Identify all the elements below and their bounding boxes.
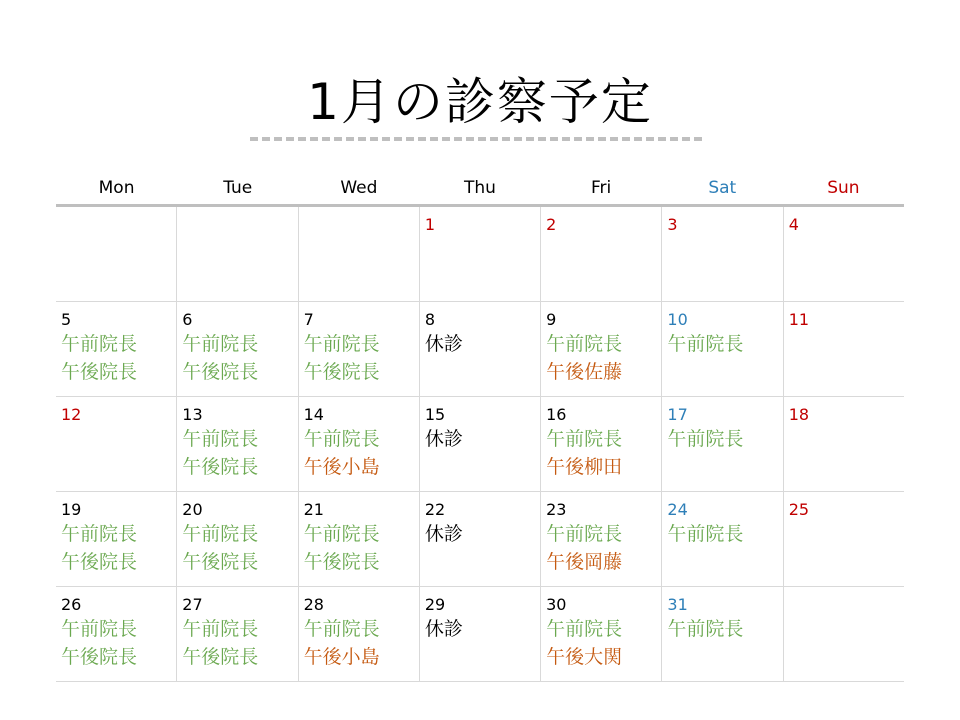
calendar-day (56, 587, 177, 681)
day-number: 28 (303, 595, 324, 614)
calendar-week (56, 587, 904, 682)
calendar-day (177, 207, 298, 301)
day-number: 19 (61, 500, 82, 519)
weekday-fri: Fri (591, 178, 612, 198)
morning-doctor: 午前院長 (303, 333, 380, 355)
day-number (789, 595, 904, 615)
weekday-wed: Wed (340, 178, 378, 198)
day-number: 4 (788, 215, 799, 234)
afternoon-doctor: 午後柳田 (546, 456, 623, 478)
afternoon-doctor: 午後岡藤 (546, 551, 623, 573)
weekday-header (56, 172, 904, 204)
morning-doctor: 午前院長 (546, 333, 623, 355)
day-number: 22 (424, 500, 446, 519)
closed-label: 休診 (424, 618, 463, 640)
day-number: 2 (546, 215, 557, 234)
day-number: 26 (61, 595, 82, 614)
day-number: 30 (546, 595, 567, 614)
calendar-day (784, 587, 904, 681)
morning-doctor: 午前院長 (303, 428, 380, 450)
day-number: 21 (303, 500, 324, 519)
day-number: 12 (61, 405, 82, 424)
afternoon-doctor: 午後院長 (182, 551, 259, 573)
calendar-day (420, 302, 541, 396)
morning-doctor: 午前院長 (303, 523, 380, 545)
afternoon-doctor: 午後院長 (303, 361, 380, 383)
morning-doctor: 午前院長 (182, 618, 259, 640)
calendar-day (784, 207, 904, 301)
calendar-day (177, 492, 298, 586)
weekday-sat: Sat (708, 178, 737, 198)
afternoon-doctor: 午後小島 (303, 456, 380, 478)
calendar-day (662, 302, 783, 396)
morning-doctor: 午前院長 (667, 333, 744, 355)
calendar-day (420, 207, 541, 301)
morning-doctor: 午前院長 (667, 523, 744, 545)
calendar-day (56, 397, 177, 491)
calendar-day (299, 587, 420, 681)
day-number: 24 (667, 500, 688, 519)
morning-doctor: 午前院長 (182, 428, 259, 450)
morning-doctor: 午前院長 (61, 618, 138, 640)
afternoon-doctor: 午後院長 (61, 646, 138, 668)
calendar-day (784, 302, 904, 396)
day-number: 9 (546, 310, 557, 329)
calendar-week (56, 302, 904, 397)
calendar-day (541, 207, 662, 301)
calendar-day (541, 397, 662, 491)
calendar-week (56, 207, 904, 302)
calendar-day (662, 492, 783, 586)
day-number: 8 (424, 310, 436, 329)
day-number: 13 (182, 405, 203, 424)
day-number: 11 (788, 310, 810, 329)
morning-doctor: 午前院長 (546, 428, 623, 450)
calendar-day (541, 492, 662, 586)
calendar-day (56, 492, 177, 586)
afternoon-doctor: 午後院長 (61, 551, 138, 573)
afternoon-doctor: 午後佐藤 (546, 361, 623, 383)
day-number: 7 (303, 310, 314, 329)
calendar-day (299, 492, 420, 586)
morning-doctor: 午前院長 (182, 333, 259, 355)
morning-doctor: 午前院長 (61, 333, 138, 355)
morning-doctor: 午前院長 (546, 618, 623, 640)
afternoon-doctor: 午後院長 (182, 361, 259, 383)
calendar-week (56, 397, 904, 492)
day-number: 16 (546, 405, 567, 424)
calendar-week (56, 492, 904, 587)
day-number: 25 (788, 500, 810, 519)
day-number: 5 (61, 310, 72, 329)
closed-label: 休診 (424, 523, 463, 545)
afternoon-doctor: 午後大関 (546, 646, 623, 668)
calendar-day (541, 587, 662, 681)
day-number: 20 (182, 500, 203, 519)
day-number: 15 (424, 405, 446, 424)
day-number: 1 (424, 215, 436, 234)
calendar-day (784, 397, 904, 491)
afternoon-doctor: 午後院長 (303, 551, 380, 573)
afternoon-doctor: 午後院長 (61, 361, 138, 383)
day-number (182, 215, 297, 235)
calendar-day (56, 302, 177, 396)
calendar-day (177, 587, 298, 681)
morning-doctor: 午前院長 (303, 618, 380, 640)
day-number: 31 (667, 595, 688, 614)
day-number: 27 (182, 595, 203, 614)
calendar-day (299, 397, 420, 491)
afternoon-doctor: 午後院長 (182, 456, 259, 478)
calendar-day (541, 302, 662, 396)
day-number: 14 (303, 405, 324, 424)
calendar-day (662, 397, 783, 491)
calendar-day (299, 207, 420, 301)
calendar-day (177, 302, 298, 396)
title-underline (250, 137, 702, 141)
day-number: 29 (424, 595, 446, 614)
morning-doctor: 午前院長 (667, 428, 744, 450)
day-number: 23 (546, 500, 567, 519)
weekday-sun: Sun (827, 178, 860, 198)
weekday-thu: Thu (464, 178, 496, 198)
calendar (56, 172, 904, 682)
calendar-day (662, 587, 783, 681)
page-title: 1月の診察予定 (307, 73, 653, 131)
calendar-day (56, 207, 177, 301)
calendar-grid (56, 207, 904, 682)
day-number (61, 215, 176, 235)
morning-doctor: 午前院長 (667, 618, 744, 640)
morning-doctor: 午前院長 (182, 523, 259, 545)
calendar-day (299, 302, 420, 396)
day-number: 3 (667, 215, 678, 234)
day-number: 6 (182, 310, 193, 329)
morning-doctor: 午前院長 (61, 523, 138, 545)
calendar-day (420, 397, 541, 491)
calendar-day (420, 587, 541, 681)
morning-doctor: 午前院長 (546, 523, 623, 545)
day-number: 17 (667, 405, 688, 424)
afternoon-doctor: 午後小島 (303, 646, 380, 668)
closed-label: 休診 (424, 333, 463, 355)
day-number (304, 215, 419, 235)
day-number: 18 (788, 405, 810, 424)
closed-label: 休診 (424, 428, 463, 450)
calendar-day (662, 207, 783, 301)
calendar-day (420, 492, 541, 586)
weekday-tue: Tue (223, 178, 253, 198)
weekday-mon: Mon (98, 178, 135, 198)
calendar-day (177, 397, 298, 491)
calendar-day (784, 492, 904, 586)
day-number: 10 (667, 310, 688, 329)
afternoon-doctor: 午後院長 (182, 646, 259, 668)
